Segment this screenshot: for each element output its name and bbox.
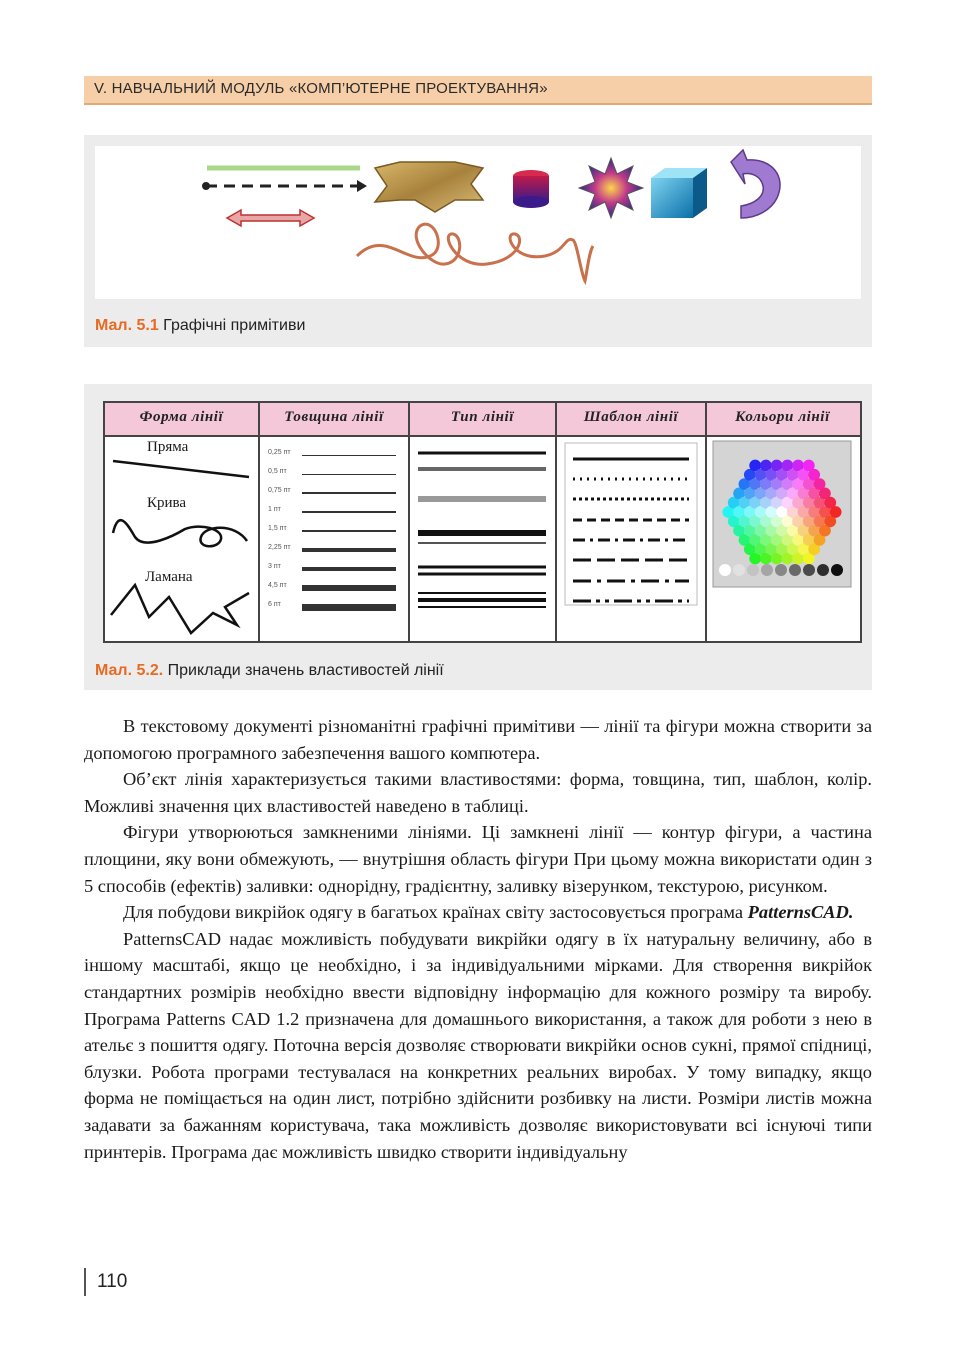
thickness-row [268,601,402,615]
thickness-line [302,548,396,551]
column-header: Кольори лінії [735,409,830,425]
thickness-row [268,525,402,539]
line-properties-table [103,401,862,643]
figure-line-properties [84,384,872,690]
curved-arrow-shape [731,150,780,218]
module-title: V. НАВЧАЛЬНИЙ МОДУЛЬ «КОМП’ЮТЕРНЕ ПРОЕКТУВАННЯ» [94,80,548,97]
page-number: 110 [84,1268,127,1296]
gray-swatch [747,564,759,576]
shape-cell [105,437,258,641]
gray-swatch [817,564,829,576]
thickness-row [268,563,402,577]
figure-number: Мал. 5.1 [95,317,159,334]
thickness-row [268,468,402,482]
program-name: PatternsCAD. [747,902,854,923]
thickness-line [302,492,396,493]
gray-swatch [831,564,843,576]
thickness-row [268,544,402,558]
thickness-label: 3 пт [268,563,281,570]
straight-line [113,461,249,477]
column-header: Шаблон лінії [583,409,679,425]
double-arrow-shape [227,210,314,226]
figure-caption-text: Приклади значень властивостей лінії [167,662,444,679]
thickness-label: 0,5 пт [268,468,287,475]
thickness-label: 1,5 пт [268,525,287,532]
gray-swatch [789,564,801,576]
gray-palette [719,564,843,576]
paragraph: Фігури утворюються замкненими лініями. Ці замкнені лінії — контур фігури, а частина площини, яку вони обмежують, — внутрішня область фігури При цьому можна використати один з 5 способів (ефектів) заливки: однорідну, градієнтну, заливку візерунком, текстурою, рисунком. [84,822,872,896]
dash-pattern-cell [557,437,705,641]
thickness-row [268,487,402,501]
paragraph: В текстовому документі різноманітні графічні примітиви — лінії та фігури можна створити за допомогою програмного забезпечення вашого компютера. [84,716,872,763]
paragraph-text: Для побудови викрійок одягу в багатьох країнах світу застосовується програма [123,902,744,923]
gray-swatch [775,564,787,576]
column-header: Форма лінії [139,409,224,425]
thickness-line [302,567,396,571]
figure-caption [95,662,444,680]
gray-swatch [761,564,773,576]
gray-swatch [719,564,731,576]
thickness-line [302,511,396,513]
thickness-line [302,530,396,532]
thickness-line [302,455,396,456]
thickness-label: 4,5 пт [268,582,287,589]
paragraph [84,899,872,926]
module-header [84,76,872,105]
thickness-cell [260,437,408,641]
thickness-label: 0,75 пт [268,487,291,494]
star-shape [579,158,643,218]
thickness-line [302,474,396,475]
figure-caption-text: Графічні примітиви [163,317,306,334]
paragraph: Об’єкт лінія характеризується такими властивостями: форма, товщина, тип, шаблон, колір. Можливі значення цих властивостей наведено в таблиці. [84,769,872,816]
shape-label: Ламана [145,569,193,585]
thickness-label: 1 пт [268,506,281,513]
color-swatch [830,506,842,518]
thickness-row [268,449,402,463]
shape-label: Крива [147,495,187,511]
gray-swatch [733,564,745,576]
freeform-curve [357,224,593,281]
column-header: Товщина лінії [284,409,384,425]
ribbon-banner-shape [375,162,483,212]
cylinder-shape [513,196,549,208]
table-header-row [105,403,860,437]
column-header: Тип лінії [450,409,515,425]
thickness-line [302,604,396,611]
figure-number: Мал. 5.2. [95,662,164,679]
polyline-line [111,585,249,633]
thickness-row [268,582,402,596]
body-text [84,713,872,1165]
figure-graphic-primitives [84,135,872,347]
primitives-illustration [95,146,861,299]
thickness-label: 6 пт [268,601,281,608]
paragraph: PatternsCAD надає можливість побудувати викрійки одягу в їх натуральну величину, або в іншому масштабі, якщо це необхідно, і за індивідуальними мірками. Для створення викрійок стандартних розмірів необхідно ввести відповідну інформацію для кожного розміру та виробу. Програма Patterns CAD 1.2 призначена для домашнього використання, а також для роботи з нею в ательє з пошиття одягу. Поточна версія дозволяє створювати викрійки основ сукні, прямої спідниці, блузки. Робота програми тестувалася на конкретних реальних виробах. У тому випадку, якщо форма не поміщається на один лист, потрібно здійснити розбивку на листи. Розміри листів можна задавати за бажанням користувача, така можливість дозволяє використовувати всі існуючі типи принтерів. Програма дає можливість швидко створити індивідуальну [84,928,872,1162]
shape-label: Пряма [147,439,189,455]
gray-swatch [803,564,815,576]
thickness-label: 2,25 пт [268,544,291,551]
line-type-cell [410,437,555,641]
thickness-row [268,506,402,520]
color-cell [707,437,858,641]
thickness-label: 0,25 пт [268,449,291,456]
figure-caption [95,317,305,335]
thickness-line [302,585,396,590]
curve-line [113,520,247,546]
